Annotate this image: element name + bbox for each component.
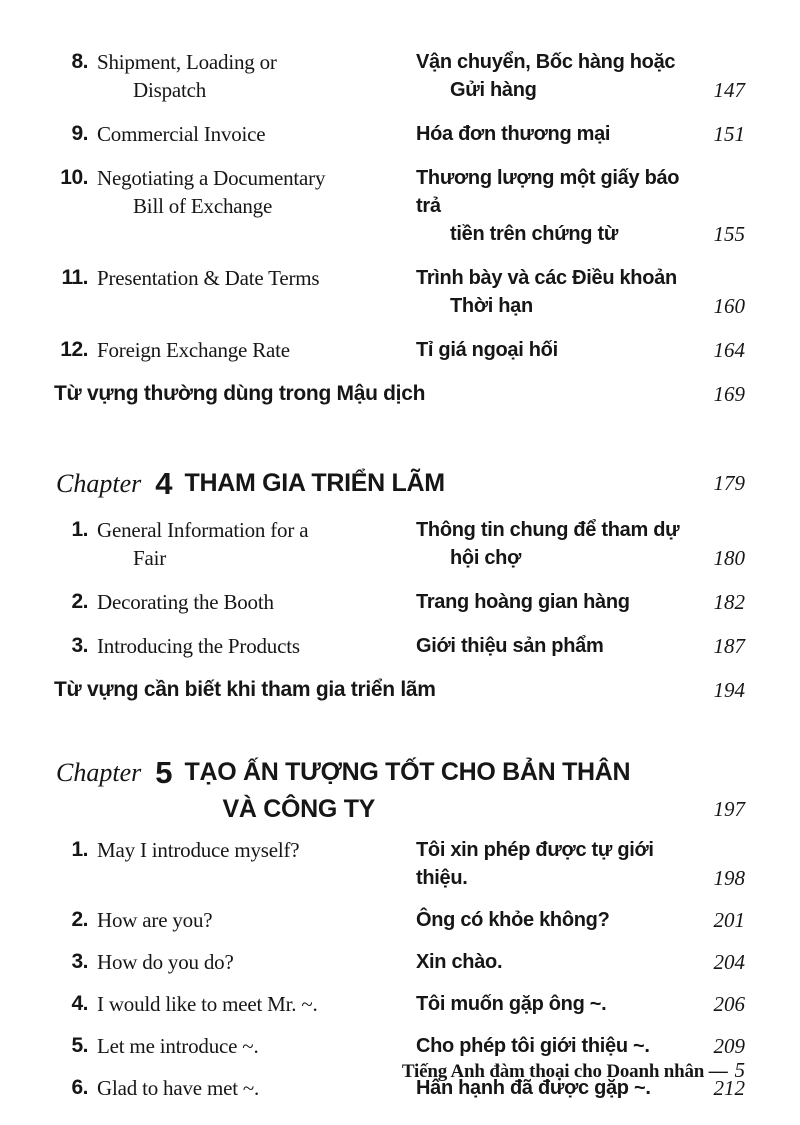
entry-vietnamese: Ông có khỏe không? <box>416 909 610 931</box>
chapter-word: Chapter <box>56 469 142 498</box>
chapter-word: Chapter <box>56 758 142 787</box>
entry-english: Decorating the Booth <box>97 590 274 614</box>
entry-page: 182 <box>713 590 745 614</box>
entry-number: 2. <box>71 908 88 931</box>
entry-page: 204 <box>713 950 745 974</box>
entry-english: May I introduce myself? <box>97 838 300 862</box>
chapter-title: TẠO ẤN TƯỢNG TỐT CHO BẢN THÂN VÀ CÔNG TY <box>184 758 631 823</box>
entry-vietnamese: Tôi muốn gặp ông ~. <box>416 993 607 1015</box>
toc-entry <box>40 836 745 892</box>
entry-english: Foreign Exchange Rate <box>97 338 290 362</box>
chapter-heading <box>56 465 745 502</box>
toc-entry <box>40 632 745 660</box>
entry-number: 12. <box>60 338 88 361</box>
entry-number: 6. <box>71 1076 88 1099</box>
entry-vietnamese: Trang hoàng gian hàng <box>416 591 630 613</box>
entry-number: 5. <box>71 1034 88 1057</box>
entry-vietnamese: Hân hạnh đã được gặp ~. <box>416 1077 651 1099</box>
entry-english: How do you do? <box>97 950 234 974</box>
entry-number: 10. <box>60 166 88 189</box>
entry-number: 4. <box>71 992 88 1015</box>
entry-page: 180 <box>713 546 745 570</box>
toc-entry <box>40 948 745 976</box>
vocab-label: Từ vựng cần biết khi tham gia triển lãm <box>54 678 436 701</box>
toc-entry <box>40 906 745 934</box>
entry-vietnamese: Hóa đơn thương mại <box>416 123 611 145</box>
entry-page: 206 <box>713 992 745 1016</box>
entry-vietnamese: Giới thiệu sản phẩm <box>416 635 604 657</box>
entry-page: 212 <box>713 1076 745 1100</box>
entry-number: 3. <box>71 950 88 973</box>
entry-page: 198 <box>713 866 745 890</box>
entry-english: How are you? <box>97 908 213 932</box>
chapter-number: 4 <box>155 466 173 501</box>
entry-english: Glad to have met ~. <box>97 1076 260 1100</box>
entry-english: General Information for a Fair <box>97 518 309 570</box>
toc-entry <box>40 164 745 248</box>
entry-english: I would like to meet Mr. ~. <box>97 992 318 1016</box>
entry-vietnamese: Tôi xin phép được tự giới thiệu. <box>416 839 654 889</box>
entry-number: 3. <box>71 634 88 657</box>
entry-page: 147 <box>713 78 745 102</box>
toc-entry <box>40 336 745 364</box>
entry-english: Let me introduce ~. <box>97 1034 259 1058</box>
toc-entry <box>40 120 745 148</box>
toc-entry <box>40 48 745 104</box>
entry-vietnamese: Tỉ giá ngoại hối <box>416 339 558 361</box>
entry-page: 201 <box>713 908 745 932</box>
toc-entry <box>40 1032 745 1060</box>
entry-english: Commercial Invoice <box>97 122 266 146</box>
entry-vietnamese: Xin chào. <box>416 951 503 973</box>
entry-number: 11. <box>61 266 88 289</box>
chapter-page: 197 <box>713 797 745 821</box>
vocab-label: Từ vựng thường dùng trong Mậu dịch <box>54 382 426 405</box>
entry-number: 1. <box>71 838 88 861</box>
entry-number: 2. <box>71 590 88 613</box>
entry-page: 151 <box>713 122 745 146</box>
entry-english: Introducing the Products <box>97 634 300 658</box>
chapter-heading <box>56 754 745 828</box>
entry-number: 1. <box>71 518 88 541</box>
toc-entry <box>40 264 745 320</box>
entry-vietnamese: Vận chuyển, Bốc hàng hoặc Gửi hàng <box>416 51 676 101</box>
footer <box>402 1058 745 1083</box>
entry-vietnamese: Thông tin chung để tham dự hội chợ <box>416 519 680 569</box>
footer-text: Tiếng Anh đàm thoại cho Doanh nhân — <box>401 1061 728 1082</box>
entry-page: 160 <box>713 294 745 318</box>
entry-vietnamese: Trình bày và các Điều khoản Thời hạn <box>416 267 677 317</box>
entry-page: 187 <box>713 634 745 658</box>
entry-page: 164 <box>713 338 745 362</box>
entry-page: 155 <box>713 222 745 246</box>
vocab-page: 169 <box>713 382 745 406</box>
toc-entry <box>40 516 745 572</box>
footer-page-number: 5 <box>734 1058 745 1082</box>
entry-vietnamese: Thương lượng một giấy báo trả tiền trên chứng từ <box>416 167 680 245</box>
vocab-line <box>40 380 745 408</box>
entry-english: Negotiating a Documentary Bill of Exchange <box>97 166 326 218</box>
vocab-page: 194 <box>713 678 745 702</box>
entry-english: Shipment, Loading or Dispatch <box>97 50 277 102</box>
chapter-number: 5 <box>155 755 173 790</box>
chapter-title: THAM GIA TRIỂN LÃM <box>184 469 445 497</box>
entry-vietnamese: Cho phép tôi giới thiệu ~. <box>416 1035 650 1057</box>
entry-page: 209 <box>713 1034 745 1058</box>
entry-number: 8. <box>71 50 88 73</box>
entry-english: Presentation & Date Terms <box>97 266 320 290</box>
chapter-page: 179 <box>713 471 745 495</box>
toc-entry <box>40 990 745 1018</box>
vocab-line <box>40 676 745 704</box>
entry-number: 9. <box>71 122 88 145</box>
toc-entry <box>40 588 745 616</box>
